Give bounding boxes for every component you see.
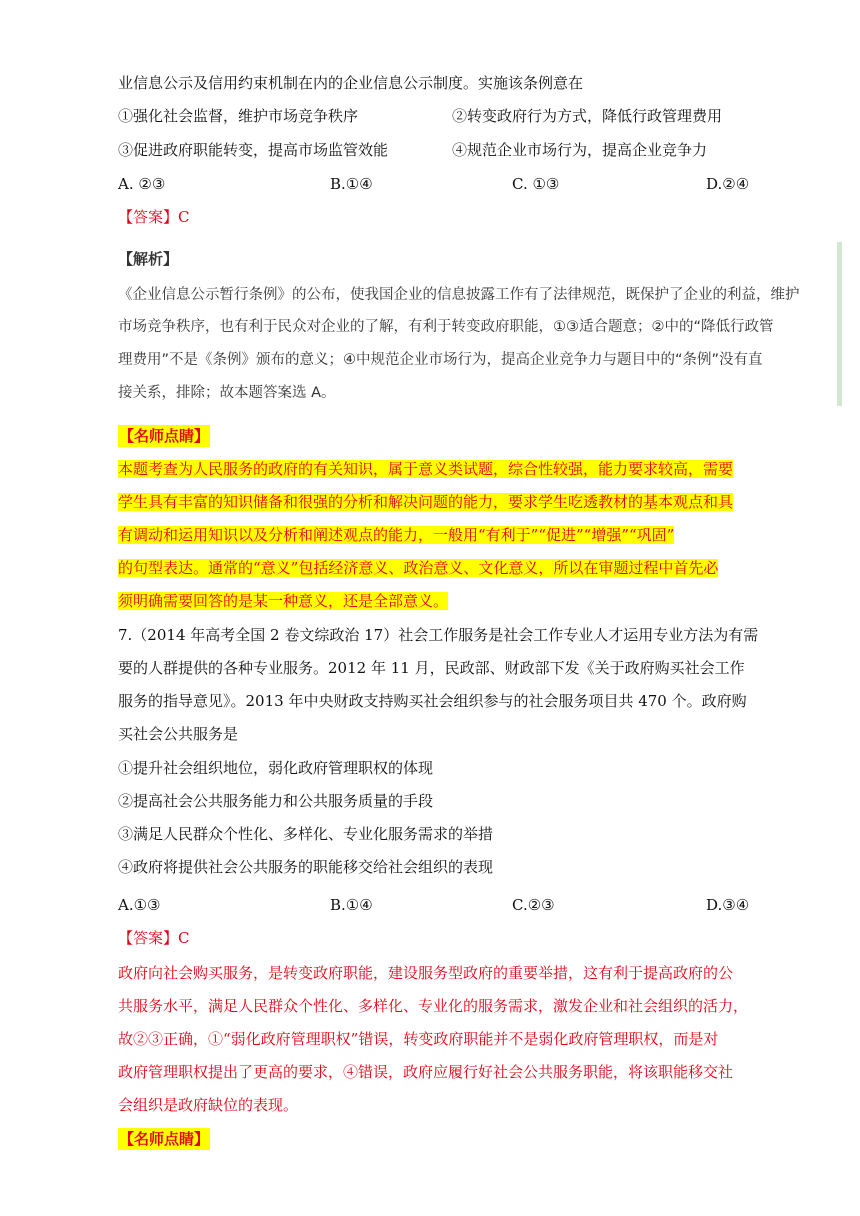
q6-option-4: ④规范企业市场行为，提高企业竞争力	[452, 141, 708, 159]
q7-option-1: ①提升社会组织地位，弱化政府管理职权的体现	[118, 759, 434, 777]
q7-stem-line-1: 7.（2014 年高考全国 2 卷文综政治 17）社会工作服务是社会工作专业人才运用专业方法为有需	[118, 626, 759, 644]
q6-tips-line-3: 有调动和运用知识以及分析和阐述观点的能力，一般用“有利于”“促进”“增强”“巩固”	[118, 526, 675, 544]
q7-stem-line-3: 服务的指导意见》。2013 年中央财政支持购买社会组织参与的社会服务项目共 470 个。政府购	[118, 692, 747, 710]
q6-option-1: ①强化社会监督，维护市场竞争秩序	[118, 107, 359, 125]
q6-option-3: ③促进政府职能转变，提高市场监管效能	[118, 141, 389, 159]
q7-choice-a: A.①③	[118, 896, 161, 914]
q6-choice-a: A. ②③	[118, 175, 166, 193]
q7-option-2: ②提高社会公共服务能力和公共服务质量的手段	[118, 792, 434, 810]
q7-explanation-line-4: 政府管理职权提出了更高的要求，④错误，政府应履行好社会公共服务职能，将该职能移交社	[118, 1063, 734, 1081]
q6-analysis-line-2: 市场竞争秩序，也有利于民众对企业的了解，有利于转变政府职能，①③适合题意；②中的“降低行政管	[118, 319, 774, 335]
q6-choice-d: D.②④	[706, 175, 750, 193]
q6-choice-c: C. ①③	[512, 175, 560, 193]
q6-tips-line-2: 学生具有丰富的知识储备和很强的分析和解决问题的能力，要求学生吃透教材的基本观点和具	[118, 493, 734, 511]
q6-choice-b: B.①④	[330, 175, 373, 193]
analysis-image-edge	[837, 242, 842, 406]
q7-explanation-line-5: 会组织是政府缺位的表现。	[118, 1096, 299, 1114]
q7-explanation-line-3: 故②③正确，①“弱化政府管理职权”错误，转变政府职能并不是弱化政府管理职权，而是对	[118, 1030, 719, 1048]
q7-tips-title: 【名师点睛】	[119, 1130, 210, 1148]
q7-explanation-line-1: 政府向社会购买服务，是转变政府职能，建设服务型政府的重要举措，这有利于提高政府的公	[118, 964, 734, 982]
q7-answer: 【答案】C	[118, 929, 190, 947]
q6-stem-tail: 业信息公示及信用约束机制在内的企业信息公示制度。实施该条例意在	[118, 74, 584, 92]
q6-analysis-line-1: 《企业信息公示暂行条例》的公布，使我国企业的信息披露工作有了法律规范，既保护了企业的利益，维护	[118, 287, 800, 303]
q7-option-4: ④政府将提供社会公共服务的职能移交给社会组织的表现	[118, 858, 494, 876]
q6-answer: 【答案】C	[118, 208, 190, 226]
q7-choice-d: D.③④	[706, 896, 750, 914]
q7-choice-c: C.②③	[512, 896, 555, 914]
q7-stem-line-2: 要的人群提供的各种专业服务。2012 年 11 月，民政部、财政部下发《关于政府购买社会工作	[118, 659, 745, 677]
q6-analysis-title: 【解析】	[118, 250, 179, 268]
q7-option-3: ③满足人民群众个性化、多样化、专业化服务需求的举措	[118, 825, 494, 843]
q6-tips-title: 【名师点睛】	[119, 427, 210, 445]
q6-tips-line-5: 须明确需要回答的是某一种意义，还是全部意义。	[118, 592, 449, 610]
q7-explanation-line-2: 共服务水平，满足人民群众个性化、多样化、专业化的服务需求，激发企业和社会组织的活力，	[118, 997, 749, 1015]
q7-stem-line-4: 买社会公共服务是	[118, 725, 239, 743]
q6-option-2: ②转变政府行为方式，降低行政管理费用	[452, 107, 723, 125]
q7-choice-b: B.①④	[330, 896, 373, 914]
q6-analysis-line-4: 接关系，排除；故本题答案选 A。	[118, 385, 336, 401]
q6-analysis-line-3: 理费用”不是《条例》颁布的意义；④中规范企业市场行为，提高企业竞争力与题目中的“条例”没有直	[118, 352, 763, 368]
q6-tips-line-4: 的句型表达。通常的“意义”包括经济意义、政治意义、文化意义，所以在审题过程中首先必	[118, 559, 719, 577]
q6-tips-line-1: 本题考查为人民服务的政府的有关知识，属于意义类试题，综合性较强，能力要求较高，需要	[118, 460, 734, 478]
